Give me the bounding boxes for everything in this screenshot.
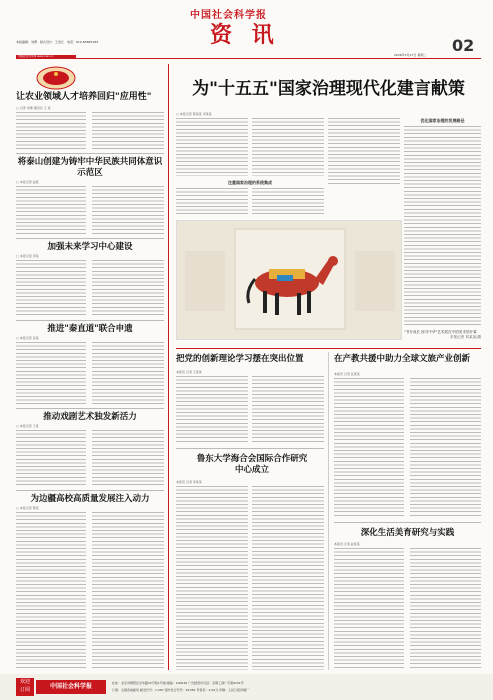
footer-info-1: 社址：北京市朝阳区光华路15号院1号楼 邮编：100026 广告经营许可证：京朝工商广字第0151号: [112, 681, 244, 685]
main-byline: □ 本报记者 陈某某 李某某: [176, 112, 212, 116]
main-body-col2b: [252, 188, 324, 216]
story-1-body-2: [252, 376, 324, 444]
story-4-headline: 深化生活美育研究与实践: [360, 528, 455, 538]
editor-line: 本版编辑：刘博 版式设计：王金红 电话：010-85885184: [16, 40, 99, 44]
left-lead-headline: 让农业领域人才培养回归"应用性": [16, 92, 152, 102]
left-lead-body-2: [92, 112, 164, 150]
left-h5-byline: □ 本报记者 王某: [16, 424, 39, 428]
story-1-headline: 把党的创新理论学习摆在突出位置: [176, 354, 304, 364]
left-h3: 加强未来学习中心建设: [47, 242, 133, 252]
divider: [16, 238, 164, 239]
left-h5-body: [16, 430, 86, 486]
footer-logo: [36, 680, 106, 694]
main-body-col4: [404, 126, 481, 326]
left-h2-body-2: [92, 186, 164, 234]
date-line: 2026年3月17日 星期二: [394, 53, 427, 57]
left-h5: 推动戏剧艺术独发新活力: [43, 412, 137, 422]
page-number: 02: [452, 36, 475, 55]
artwork-photo: [176, 220, 402, 340]
left-h6-body: [16, 512, 86, 670]
story-1-body: [176, 376, 248, 444]
divider: [16, 490, 164, 491]
divider: [16, 408, 164, 409]
divider: [16, 320, 164, 321]
left-h4: 推进"秦直道"联合申遗: [47, 324, 133, 334]
left-lead-body: [16, 112, 86, 150]
masthead: [0, 0, 493, 58]
divider: [176, 448, 324, 449]
left-h4-body-2: [92, 342, 164, 404]
caption-credit: 本报记者 刘某某/摄: [449, 335, 481, 339]
main-headline: 为"十五五"国家治理现代化建言献策: [192, 79, 465, 99]
column-separator: [328, 352, 329, 670]
website-text: 中国社会科学网 www.cssn.cn: [18, 55, 54, 58]
story-4-body-2: [410, 548, 481, 670]
left-h2: 将泰山创建为铸牢中华民族共同体意识示范区: [17, 157, 163, 178]
left-h6-byline: □ 本报记者 陈某: [16, 506, 39, 510]
left-h4-byline: □ 本报记者 张某: [16, 336, 39, 340]
story-4-byline: 本报讯 记者 赵某某: [334, 542, 360, 546]
subscribe-label-2: 订阅: [19, 687, 30, 693]
story-2-body-2: [252, 486, 324, 670]
main-subhead-2: 优化国家治理的发展路径: [420, 118, 465, 123]
badge-icon: [36, 66, 76, 90]
divider: [334, 522, 481, 523]
website-bar: [16, 55, 76, 59]
divider: [16, 153, 164, 154]
main-body-col1: [176, 118, 248, 176]
left-h5-body-2: [92, 430, 164, 486]
left-h2-body: [16, 186, 86, 234]
left-h3-byline: □ 本报记者 李某: [16, 254, 39, 258]
footer-info-2: 订阅：全国各地邮局 邮发代号：1-287 国外发行代号：D1581 零售价：2.00元 印刷：人民日报印刷厂: [112, 688, 250, 692]
story-1-byline: 本报讯 记者 王某某: [176, 370, 202, 374]
story-2-body: [176, 486, 248, 670]
subscribe-label-1: 欢迎: [19, 679, 30, 685]
story-3-body: [334, 378, 404, 518]
left-h6-body-2: [92, 512, 164, 670]
header-rule: [16, 58, 481, 59]
story-4-body: [334, 548, 404, 670]
left-lead-byline: □ 记者 刘博 通讯员 王 某: [16, 106, 51, 110]
footer-logo-text: 中国社会科学报: [49, 683, 92, 690]
left-h2-byline: □ 本报记者 赵某: [16, 180, 39, 184]
main-subhead-1: 注重国家治理的系统集成: [228, 180, 272, 185]
column-separator: [168, 64, 169, 670]
main-body-col3: [328, 118, 400, 184]
main-body-col2: [252, 118, 324, 176]
left-h3-body: [16, 260, 86, 316]
section-rule: [176, 348, 481, 349]
story-2-byline: 本报讯 记者 李某某: [176, 480, 202, 484]
footer: [0, 674, 493, 700]
story-2-headline: 鲁东大学海合会国际合作研究中心成立: [196, 454, 308, 475]
caption-text: "书写成长 探寻中华"艺术展在中国美术馆开幕: [404, 330, 477, 334]
left-h6: 为边疆高校高质量发展注入动力: [30, 494, 150, 504]
left-h4-body: [16, 342, 86, 404]
story-3-body-2: [410, 378, 481, 518]
story-3-headline: 在产教共援中助力全球文旅产业创新: [334, 354, 471, 364]
main-body-col1b: [176, 188, 248, 216]
photo-caption: [404, 330, 481, 340]
left-h3-body-2: [92, 260, 164, 316]
section-title: 资 讯: [210, 22, 280, 48]
story-3-byline: 本报讯 记者 张某某: [334, 372, 360, 376]
paper-name: 中国社会科学报: [190, 10, 267, 21]
subscribe-box: [16, 678, 34, 696]
